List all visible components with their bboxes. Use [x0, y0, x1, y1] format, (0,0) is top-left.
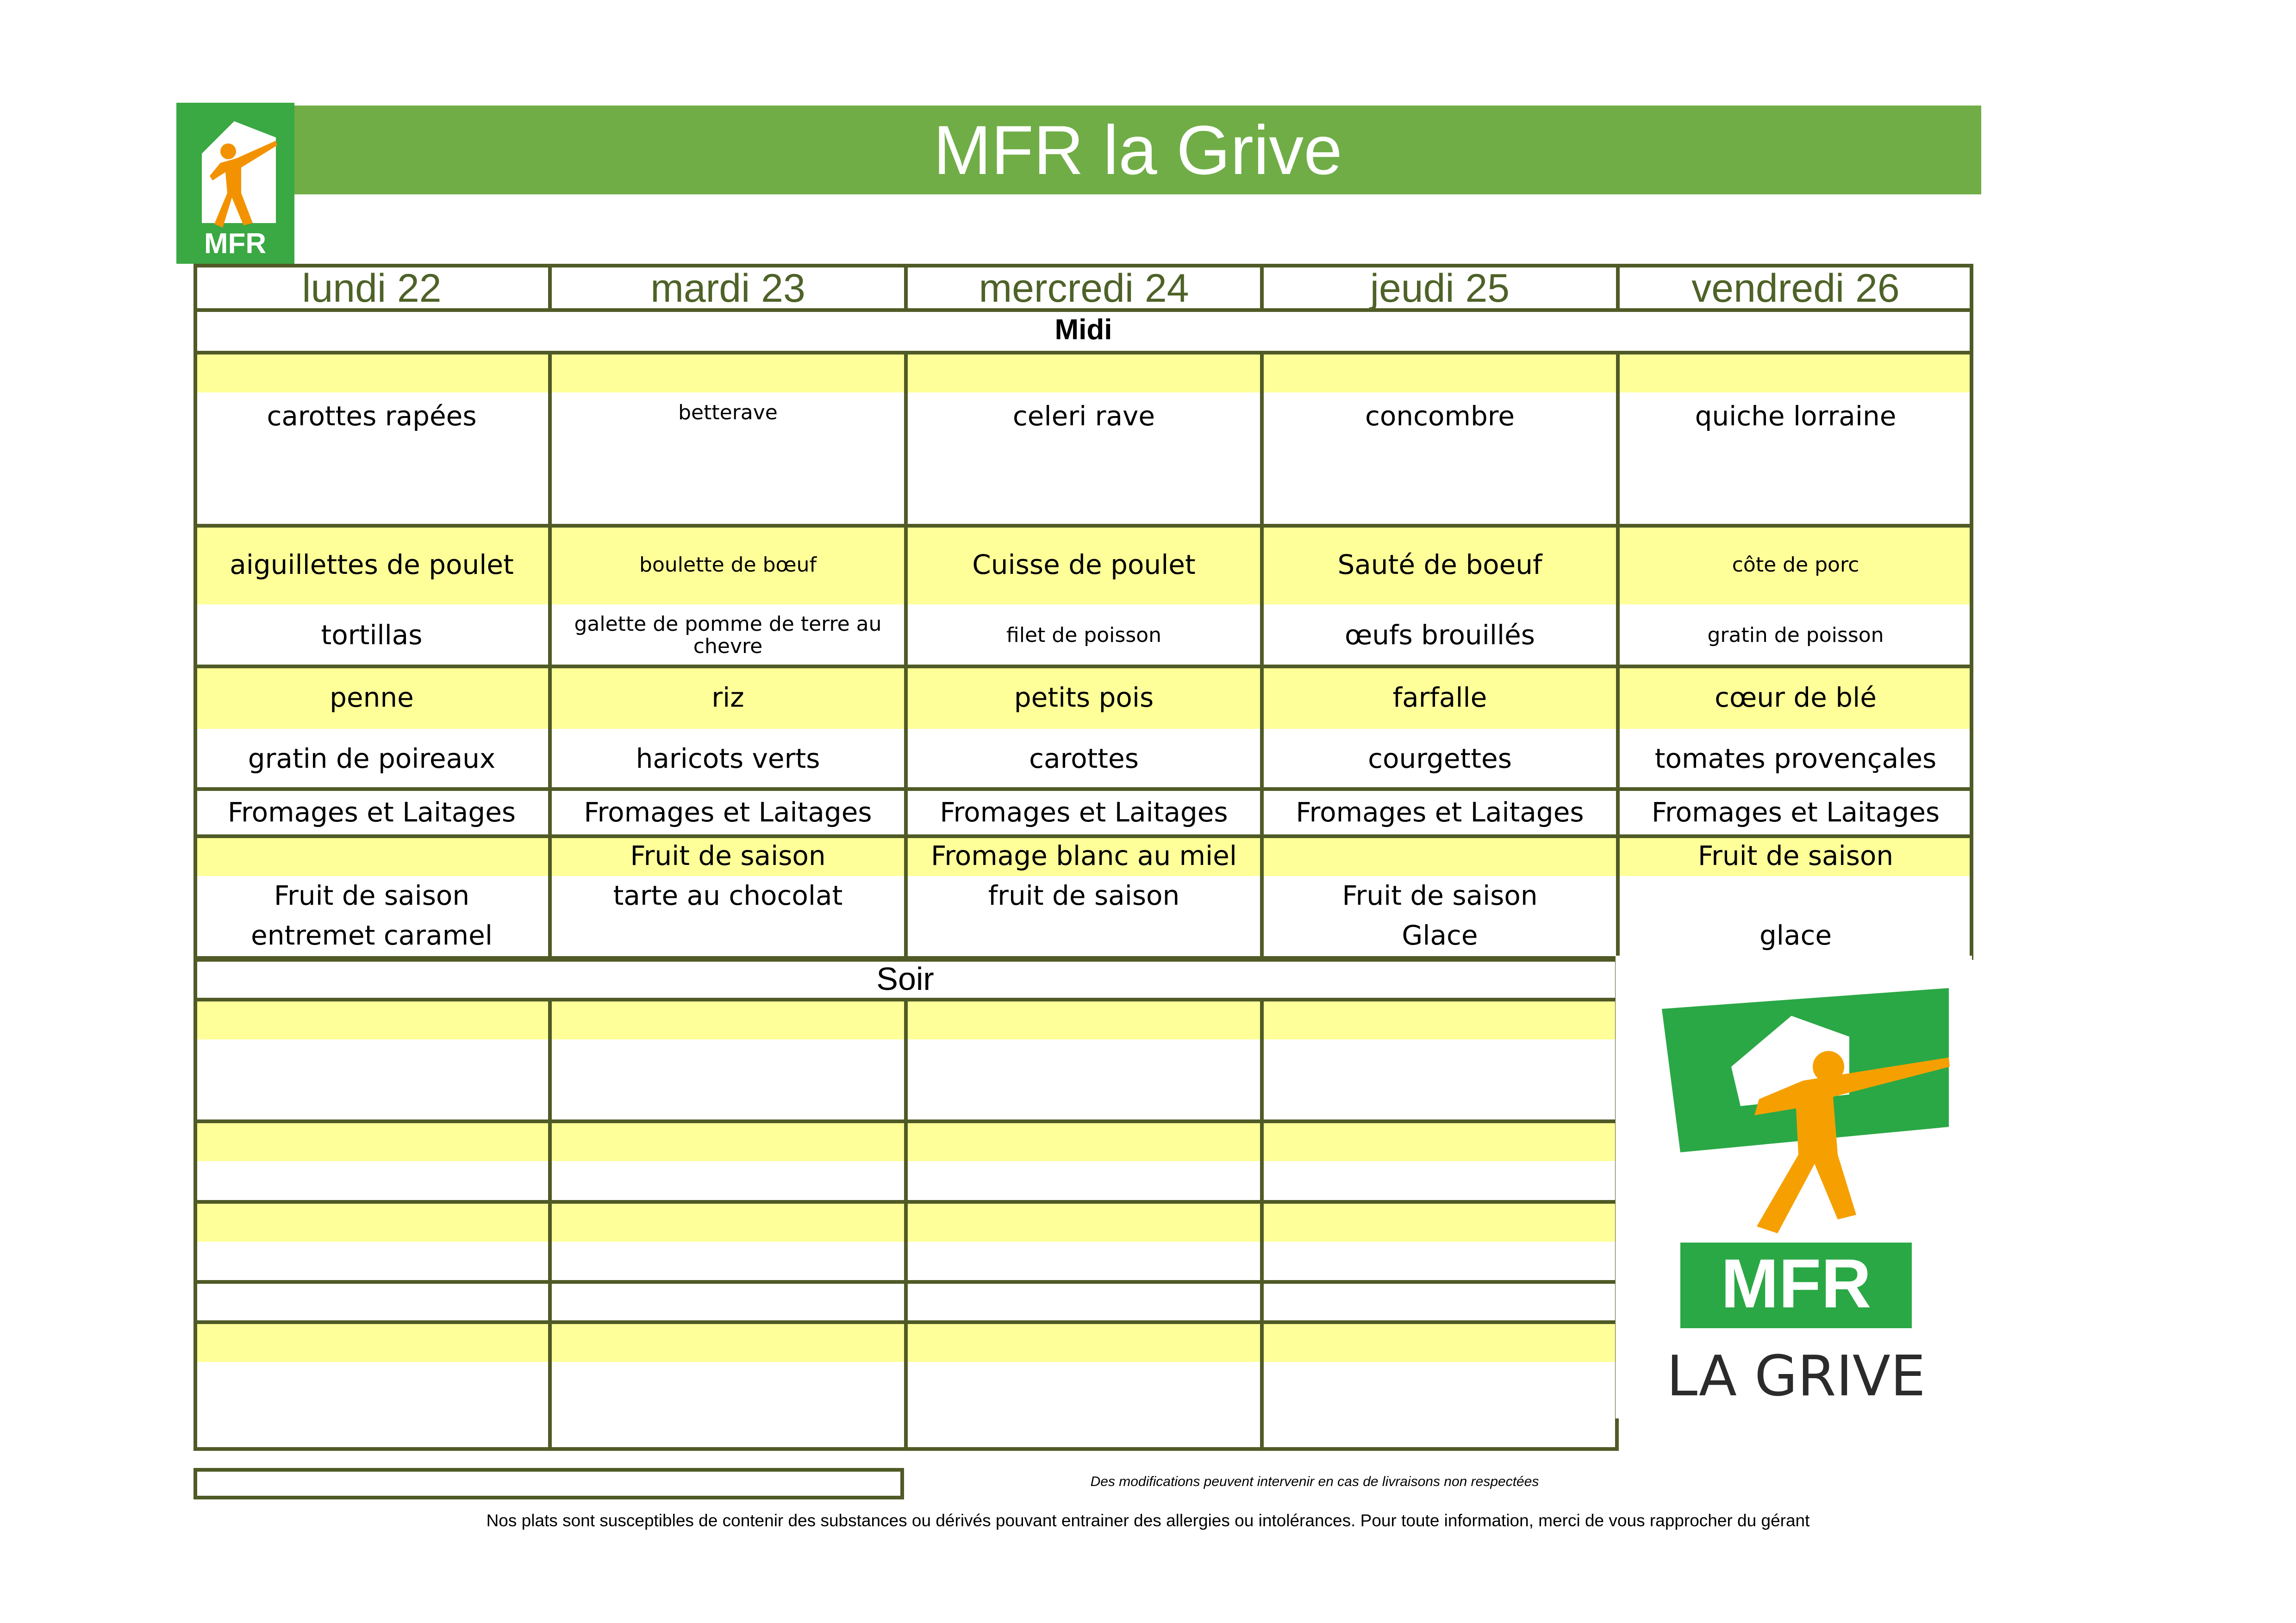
menu-cell-plats-2-mercredi: [915, 604, 1253, 666]
menu-cell-text: œufs brouillés: [1344, 619, 1535, 651]
menu-cell-desserts-2a-lundi: [203, 876, 541, 916]
menu-cell-accomp-1-vendredi: [1627, 666, 1964, 729]
svg-text:MFR: MFR: [1721, 1244, 1872, 1322]
menu-cell-text: Fromage blanc au miel: [931, 840, 1237, 872]
menu-cell-text: Sauté de boeuf: [1337, 549, 1542, 581]
menu-cell-text: boulette de bœuf: [639, 553, 817, 577]
menu-cell-text: aiguillettes de poulet: [230, 549, 514, 581]
menu-cell-text: galette de pomme de terre au chevre: [574, 612, 882, 658]
menu-cell-accomp-2-jeudi: [1271, 729, 1609, 789]
menu-cell-text: celeri rave: [1012, 400, 1155, 432]
mfr-logo-small-graphic: [176, 103, 294, 264]
menu-cell-desserts-2b-jeudi: [1271, 916, 1609, 956]
menu-cell-accomp-1-mardi: [559, 666, 897, 729]
menu-cell-text: côte de porc: [1732, 553, 1859, 577]
menu-cell-text: Fruit de saison: [1342, 880, 1538, 912]
day-header-lundi: lundi 22: [302, 266, 442, 311]
menu-cell-text: petits pois: [1014, 681, 1154, 713]
menu-cell-plats-2-mardi: [559, 604, 897, 666]
menu-cell-entrees-mercredi: [915, 402, 1253, 526]
title-bar: [294, 106, 1981, 194]
day-header-mercredi: mercredi 24: [979, 266, 1189, 311]
menu-cell-desserts-2b-mardi: [559, 916, 897, 956]
day-header-mardi: mardi 23: [650, 266, 805, 311]
menu-cell-desserts-1-vendredi: [1627, 836, 1964, 876]
menu-cell-accomp-2-lundi: [203, 729, 541, 789]
menu-cell-fromages-mercredi: [915, 789, 1253, 836]
menu-cell-desserts-1-mercredi: [915, 836, 1253, 876]
menu-cell-plats-1-jeudi: [1271, 526, 1609, 604]
menu-cell-text: carottes: [1029, 743, 1139, 775]
menu-cell-accomp-1-jeudi: [1271, 666, 1609, 729]
menu-cell-fromages-jeudi: [1271, 789, 1609, 836]
mfr-logo-small: [176, 103, 294, 264]
menu-cell-text: penne: [330, 681, 414, 713]
day-header-jeudi: jeudi 25: [1370, 266, 1510, 311]
menu-cell-accomp-2-vendredi: [1627, 729, 1964, 789]
menu-cell-text: tomates provençales: [1654, 743, 1937, 775]
menu-cell-accomp-1-mercredi: [915, 666, 1253, 729]
menu-cell-text: Fromages et Laitages: [1296, 796, 1584, 828]
menu-cell-desserts-1-jeudi: [1271, 836, 1609, 876]
menu-cell-desserts-2b-vendredi: [1627, 916, 1964, 956]
menu-cell-fromages-lundi: [203, 789, 541, 836]
menu-cell-desserts-2b-mercredi: [915, 916, 1253, 956]
menu-cell-entrees-lundi: [203, 402, 541, 526]
menu-cell-entrees-vendredi: [1627, 402, 1964, 526]
menu-cell-text: cœur de blé: [1715, 681, 1877, 713]
menu-cell-plats-2-jeudi: [1271, 604, 1609, 666]
menu-cell-text: Fromages et Laitages: [227, 796, 516, 828]
menu-cell-text: Glace: [1402, 920, 1478, 951]
menu-cell-text: farfalle: [1392, 681, 1487, 713]
menu-cell-entrees-mardi: [559, 402, 897, 526]
menu-cell-text: riz: [711, 681, 744, 713]
mfr-logo-big-graphic: [1616, 956, 1972, 1418]
menu-cell-text: carottes rapées: [267, 400, 477, 432]
menu-cell-text: Fruit de saison: [1697, 840, 1894, 872]
menu-cell-plats-1-mardi: [559, 526, 897, 604]
menu-cell-desserts-1-lundi: [203, 836, 541, 876]
menu-cell-desserts-2a-jeudi: [1271, 876, 1609, 916]
menu-cell-plats-1-mercredi: [915, 526, 1253, 604]
menu-cell-desserts-2a-mardi: [559, 876, 897, 916]
page-title: MFR la Grive: [933, 111, 1342, 189]
soir-label: Soir: [876, 961, 934, 997]
menu-cell-text: Cuisse de poulet: [972, 549, 1196, 581]
menu-cell-text: Fruit de saison: [274, 880, 470, 912]
menu-cell-text: fruit de saison: [988, 880, 1180, 912]
mfr-logo-big: [1616, 956, 1972, 1418]
day-header-vendredi: vendredi 26: [1691, 266, 1900, 311]
menu-cell-text: Fromages et Laitages: [1651, 796, 1940, 828]
menu-cell-text: haricots verts: [636, 743, 820, 775]
menu-cell-desserts-2a-mercredi: [915, 876, 1253, 916]
menu-cell-text: glace: [1759, 920, 1832, 951]
menu-cell-plats-2-lundi: [203, 604, 541, 666]
svg-text:LA GRIVE: LA GRIVE: [1666, 1344, 1926, 1409]
menu-cell-text: Fruit de saison: [630, 840, 826, 872]
menu-cell-accomp-1-lundi: [203, 666, 541, 729]
menu-cell-desserts-2b-lundi: [203, 916, 541, 956]
menu-cell-desserts-1-mardi: [559, 836, 897, 876]
notes-box: [193, 1468, 904, 1499]
menu-cell-fromages-mardi: [559, 789, 897, 836]
menu-cell-text: concombre: [1365, 400, 1515, 432]
menu-cell-text: Fromages et Laitages: [940, 796, 1228, 828]
menu-cell-fromages-vendredi: [1627, 789, 1964, 836]
menu-cell-desserts-2a-vendredi: [1627, 876, 1964, 916]
menu-cell-text: Fromages et Laitages: [584, 796, 872, 828]
menu-cell-accomp-2-mardi: [559, 729, 897, 789]
menu-cell-text: filet de poisson: [1006, 623, 1161, 647]
menu-cell-text: gratin de poisson: [1707, 623, 1884, 647]
menu-cell-text: quiche lorraine: [1695, 400, 1897, 432]
midi-label: Midi: [1054, 314, 1112, 346]
modification-note: Des modifications peuvent intervenir en cas de livraisons non respectées: [1090, 1474, 1539, 1489]
allergen-note: Nos plats sont susceptibles de contenir des substances ou dérivés pouvant entrainer des allergies ou intolérances. Pour toute information, merci de vous rapprocher du gérant: [486, 1511, 1810, 1530]
menu-cell-plats-2-vendredi: [1627, 604, 1964, 666]
menu-cell-entrees-jeudi: [1271, 402, 1609, 526]
menu-cell-plats-1-vendredi: [1627, 526, 1964, 604]
menu-cell-text: tarte au chocolat: [613, 880, 843, 912]
menu-cell-text: betterave: [678, 401, 778, 424]
menu-cell-text: gratin de poireaux: [248, 743, 496, 775]
svg-text:MFR: MFR: [204, 228, 267, 260]
menu-cell-plats-1-lundi: [203, 526, 541, 604]
menu-cell-text: entremet caramel: [251, 920, 493, 951]
menu-cell-accomp-2-mercredi: [915, 729, 1253, 789]
menu-cell-text: courgettes: [1368, 743, 1512, 775]
menu-cell-text: tortillas: [321, 619, 423, 651]
